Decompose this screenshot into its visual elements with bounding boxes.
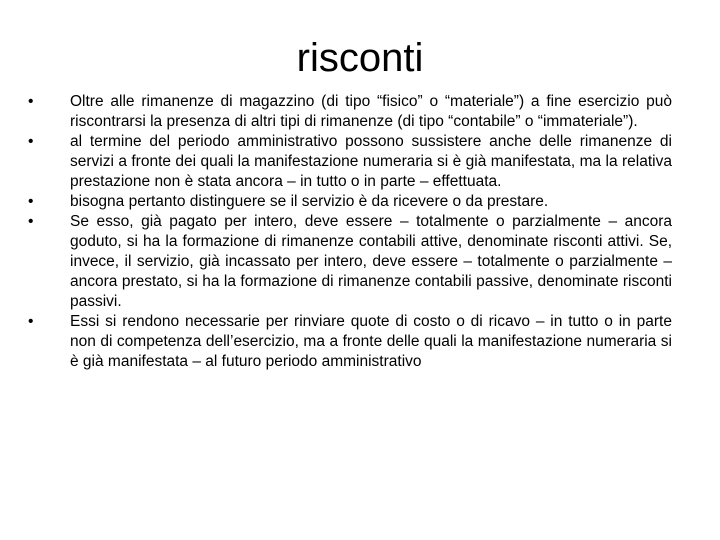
list-item	[28, 132, 672, 192]
bullet-icon: •	[28, 133, 34, 150]
slide-title: risconti	[296, 36, 424, 80]
list-item	[28, 92, 672, 132]
list-item	[28, 212, 672, 312]
list-item	[28, 312, 672, 372]
list-item	[28, 192, 672, 212]
bullet-list	[28, 92, 672, 372]
bullet-text: Oltre alle rimanenze di magazzino (di tipo “fisico” o “materiale”) a fine esercizio può riscontrarsi la presenza di altri tipi di rimanenze (di tipo “contabile” o “immateriale”).	[70, 93, 672, 130]
bullet-text: Se esso, già pagato per intero, deve essere – totalmente o parzialmente – ancora goduto, si ha la formazione di rimanenze contabili attive, denominate risconti attivi. Se, invece, il servizio, già incassato per intero, deve essere – totalmente o parzialmente – ancora prestato, si ha la formazione di rimanenze contabili passive, denominate risconti passivi.	[70, 213, 672, 310]
bullet-icon: •	[28, 213, 34, 230]
bullet-text: bisogna pertanto distinguere se il servizio è da ricevere o da prestare.	[70, 193, 549, 210]
bullet-icon: •	[28, 93, 34, 110]
bullet-text: al termine del periodo amministrativo possono sussistere anche delle rimanenze di servizi a fronte dei quali la manifestazione numeraria si è già manifestata, ma la relativa prestazione non è stata ancora – in tutto o in parte – effettuata.	[70, 133, 672, 190]
bullet-icon: •	[28, 313, 34, 330]
bullet-text: Essi si rendono necessarie per rinviare quote di costo o di ricavo – in tutto o in parte non di competenza dell’esercizio, ma a fronte delle quali la manifestazione numeraria si è già manifestata – al futuro periodo amministrativo	[70, 313, 672, 370]
bullet-icon: •	[28, 193, 34, 210]
